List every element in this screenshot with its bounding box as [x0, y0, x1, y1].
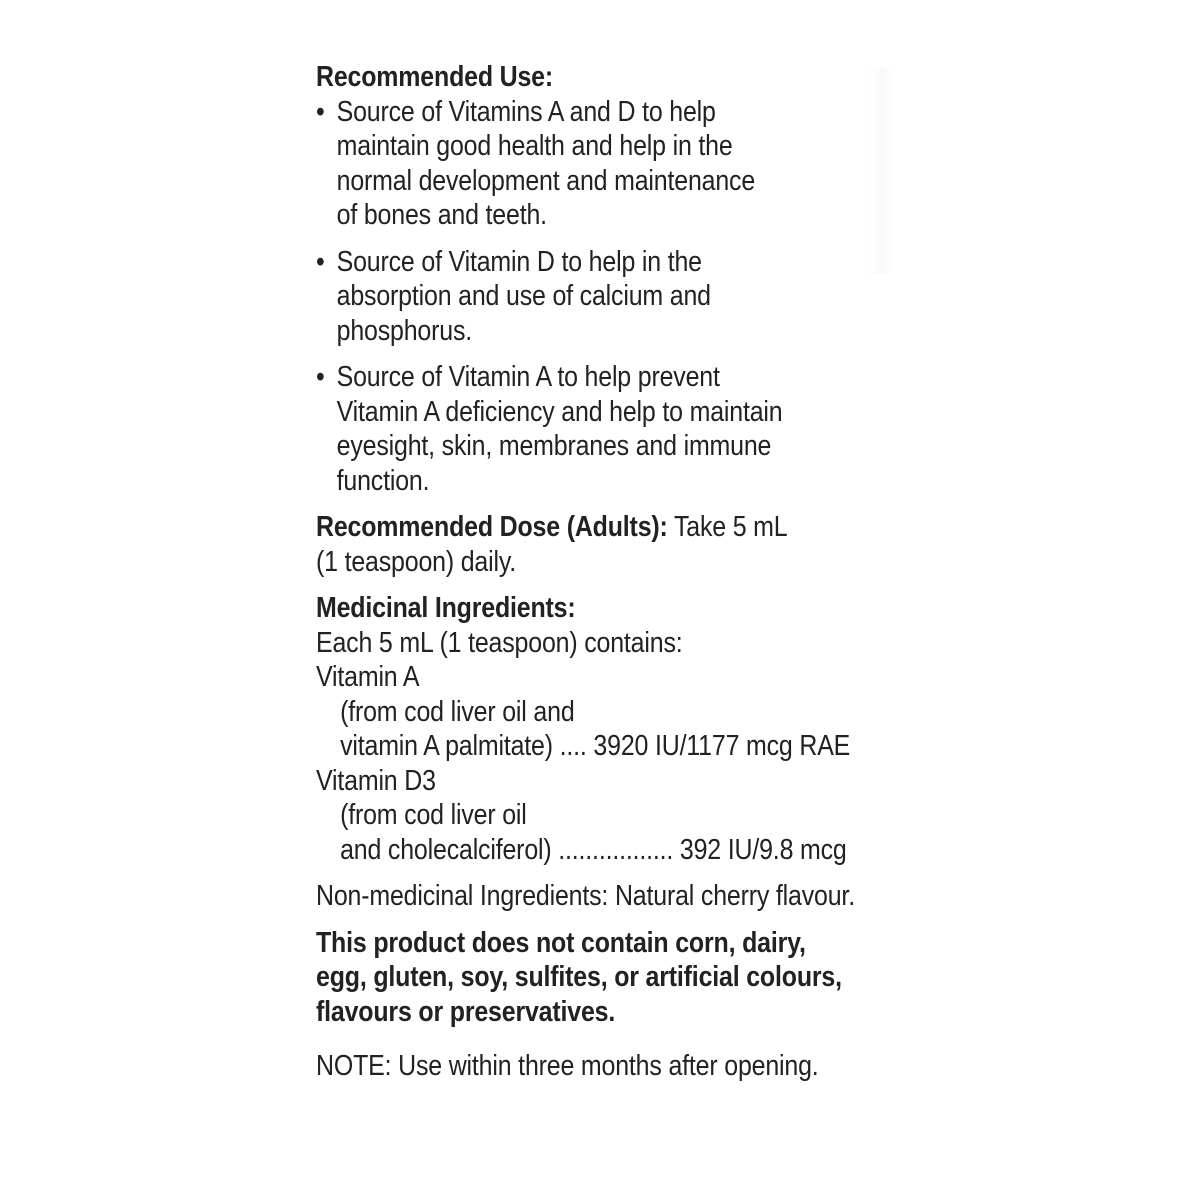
bullet-item	[316, 95, 832, 233]
recommended-use-heading: Recommended Use:	[316, 61, 554, 93]
bullet-dot: •	[316, 95, 325, 128]
bullet-line: maintain good health and help in the	[336, 130, 733, 162]
vitamin-a-source: (from cod liver oil and	[340, 695, 575, 728]
vitamin-a-amount: vitamin A palmitate) .... 3920 IU/1177 mcg RAE	[340, 730, 851, 762]
dose-line-1	[316, 510, 832, 545]
allergen-statement-line: egg, gluten, soy, sulfites, or artificial colours,	[316, 961, 842, 993]
dose-text: Take 5 mL	[667, 511, 788, 543]
allergen-statement-line: flavours or preservatives.	[316, 995, 616, 1028]
vitamin-d3-amount: and cholecalciferol) ................. 392 IU/9.8 mcg	[340, 833, 847, 866]
non-medicinal-ingredients: Non-medicinal Ingredients: Natural cherry flavour.	[316, 880, 855, 912]
bullet-line: phosphorus.	[336, 314, 473, 347]
allergen-statement-line: This product does not contain corn, dairy,	[316, 926, 806, 959]
bullet-dot: •	[316, 245, 325, 278]
bullet-item	[316, 245, 832, 349]
vitamin-d3-name: Vitamin D3	[316, 764, 436, 797]
bullet-line: normal development and maintenance	[336, 164, 756, 197]
dose-heading: Recommended Dose (Adults):	[316, 511, 668, 543]
vitamin-d3-source: (from cod liver oil	[340, 799, 527, 831]
bullet-line: of bones and teeth.	[336, 199, 547, 231]
bullet-line: absorption and use of calcium and	[336, 280, 711, 312]
label-text-block	[316, 60, 855, 1084]
dose-line-2: (1 teaspoon) daily.	[316, 545, 517, 578]
bullet-line: Source of Vitamin D to help in the	[336, 245, 702, 278]
medicinal-heading: Medicinal Ingredients:	[316, 592, 576, 624]
bullet-line: eyesight, skin, membranes and immune	[336, 430, 772, 462]
bullet-line: function.	[336, 464, 430, 497]
bullet-item	[316, 360, 832, 498]
bullet-line: Source of Vitamins A and D to help	[336, 95, 716, 128]
medicinal-intro: Each 5 mL (1 teaspoon) contains:	[316, 626, 683, 659]
faint-background-mark	[862, 68, 894, 274]
bullet-dot: •	[316, 361, 325, 393]
bullet-line: Source of Vitamin A to help prevent	[336, 361, 720, 393]
storage-note: NOTE: Use within three months after opening.	[316, 1050, 819, 1082]
vitamin-a-name: Vitamin A	[316, 661, 420, 693]
bullet-line: Vitamin A deficiency and help to maintain	[336, 395, 783, 428]
